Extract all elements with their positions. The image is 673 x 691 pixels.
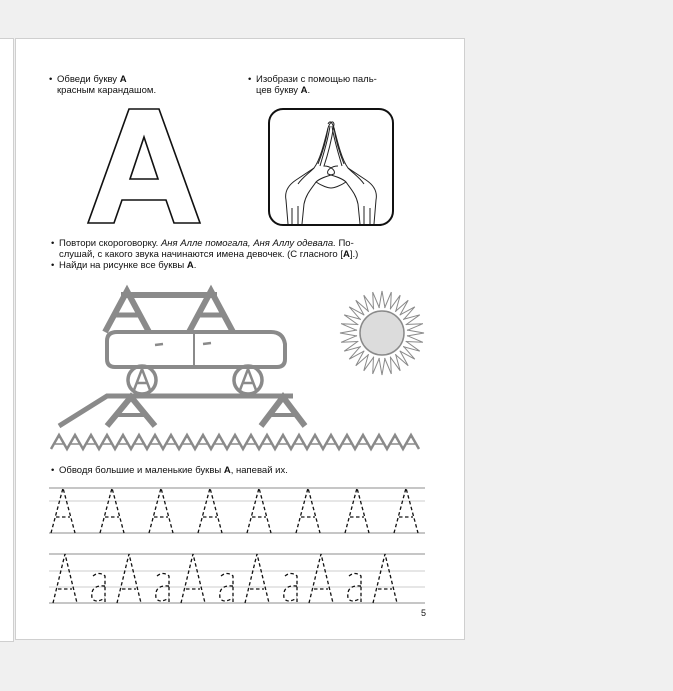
hands-forming-letter-a-image — [268, 108, 394, 226]
dashed-capital-a — [373, 554, 397, 603]
sun-ray — [390, 354, 400, 371]
instruction-tongue-twister — [51, 238, 431, 271]
bullet: • — [51, 260, 55, 271]
instruction-bold-letter: А — [119, 74, 127, 85]
dashed-capital-a — [53, 554, 77, 603]
dashed-capital-a — [309, 554, 333, 603]
instruction-bold-letter: А — [300, 85, 308, 96]
instruction-text: красным карандашом. — [57, 85, 157, 96]
instruction-bold-letter: А — [223, 465, 231, 476]
sun-ray — [341, 336, 358, 343]
sun-image — [338, 289, 426, 377]
sun-ray — [344, 315, 361, 325]
sun-ray — [364, 354, 374, 371]
instruction-find-letters — [51, 260, 196, 271]
instruction-text: , напевай их. — [230, 465, 288, 476]
instruction-text: цев букву — [256, 85, 301, 96]
instruction-text: слушай, с какого звука начинаются имена девочек. (С гласного [ — [59, 249, 343, 260]
instruction-text: . — [307, 85, 311, 96]
dashed-capital-a — [245, 554, 269, 603]
bullet: • — [51, 238, 55, 249]
dashed-small-a — [92, 574, 105, 603]
dashed-small-a — [220, 574, 233, 603]
dashed-small-a — [348, 574, 361, 603]
dashed-capital-a — [149, 488, 173, 533]
dashed-capital-a — [100, 488, 124, 533]
book-page — [15, 38, 465, 640]
sun-ray — [340, 330, 357, 336]
tongue-twister-text: Аня Алле помогала, Аня Аллу одевала. — [160, 238, 336, 249]
instruction-text: ].) — [349, 249, 359, 260]
tracing-row-capital-a — [49, 485, 425, 535]
instruction-text: Обводя большие и маленькие буквы — [59, 465, 224, 476]
tracing-row-capital-and-small-a — [49, 551, 425, 607]
dashed-capital-a — [345, 488, 369, 533]
page-number: 5 — [421, 608, 427, 618]
sun-ray — [379, 291, 385, 308]
bullet: • — [49, 74, 53, 85]
instruction-text: . — [193, 260, 197, 271]
dashed-capital-a — [198, 488, 222, 533]
instruction-text: Повтори скороговорку. — [59, 238, 161, 249]
instruction-text: Найди на рисунке все буквы — [59, 260, 187, 271]
instruction-fingers-letter — [248, 74, 418, 96]
outline-letter-a — [86, 107, 202, 225]
sun-ray — [373, 357, 380, 374]
sun-ray — [390, 295, 400, 312]
sun-ray — [379, 358, 385, 375]
instruction-bold-letter: А — [342, 249, 350, 260]
sun-ray — [406, 336, 423, 343]
sun-ray — [385, 357, 392, 374]
sun-ray — [406, 324, 423, 331]
instruction-trace-letter — [49, 74, 199, 96]
instruction-bold-letter: А — [186, 260, 194, 271]
instruction-text: Изобрази с помощью паль- — [256, 74, 377, 85]
previous-page-edge[interactable] — [0, 38, 14, 642]
instruction-text: Обведи букву — [57, 74, 120, 85]
sun-ray — [364, 295, 374, 312]
sun-ray — [341, 324, 358, 331]
dashed-capital-a — [117, 554, 141, 603]
instruction-text: По- — [335, 238, 354, 249]
sun-ray — [403, 315, 420, 325]
sun-ray — [403, 341, 420, 351]
bullet: • — [51, 465, 55, 476]
bullet: • — [248, 74, 252, 85]
dashed-small-a — [156, 574, 169, 603]
sun-ray — [344, 341, 361, 351]
dashed-capital-a — [181, 554, 205, 603]
dashed-capital-a — [247, 488, 271, 533]
dashed-capital-a — [296, 488, 320, 533]
dashed-small-a — [284, 574, 297, 603]
sun-ray — [385, 292, 392, 309]
instruction-sing-letters — [51, 465, 431, 476]
dashed-capital-a — [51, 488, 75, 533]
sun-ray — [373, 292, 380, 309]
dashed-capital-a — [394, 488, 418, 533]
sun-ray — [407, 330, 424, 336]
